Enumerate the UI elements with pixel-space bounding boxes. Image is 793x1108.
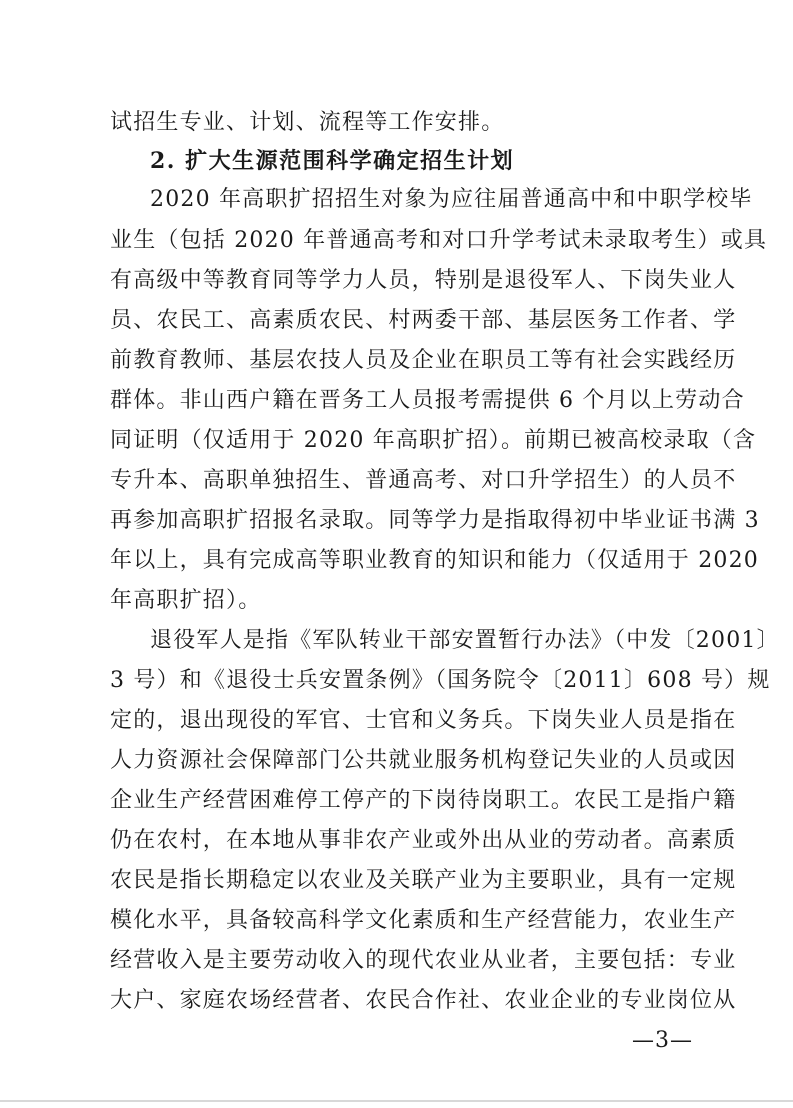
text-line-15: 3 号）和《退役士兵安置条例》（国务院令〔2011〕608 号）规 <box>110 668 771 693</box>
text-line-9: 同证明（仅适用于 2020 年高职扩招）。前期已被高校录取（含 <box>110 428 757 453</box>
text-line-7: 前教育教师、基层农技人员及企业在职员工等有社会实践经历 <box>110 348 737 373</box>
section-heading: 2. 扩大生源范围科学确定招生计划 <box>150 148 515 174</box>
text-line-10: 专升本、高职单独招生、普通高考、对口升学招生）的人员不 <box>110 468 737 493</box>
text-line-11: 再参加高职扩招报名录取。同等学力是指取得初中毕业证书满 3 <box>110 508 760 533</box>
text-line-21: 模化水平，具备较高科学文化素质和生产经营能力，农业生产 <box>110 908 737 933</box>
text-line-22: 经营收入是主要劳动收入的现代农业从业者，主要包括：专业 <box>110 948 737 973</box>
text-line-8: 群体。非山西户籍在晋务工人员报考需提供 6 个月以上劳动合 <box>110 388 745 413</box>
text-line-19: 仍在农村，在本地从事非农产业或外出从业的劳动者。高素质 <box>110 828 737 853</box>
page-number: —3— <box>632 1028 693 1053</box>
text-line-18: 企业生产经营困难停工停产的下岗待岗职工。农民工是指户籍 <box>110 788 737 813</box>
text-line-14: 退役军人是指《军队转业干部安置暂行办法》（中发〔2001〕 <box>150 628 780 653</box>
text-line-4: 业生（包括 2020 年普通高考和对口升学考试未录取考生）或具 <box>110 228 768 253</box>
text-line-5: 有高级中等教育同等学力人员，特别是退役军人、下岗失业人 <box>110 268 737 293</box>
text-line-17: 人力资源社会保障部门公共就业服务机构登记失业的人员或因 <box>110 748 737 773</box>
text-line-16: 定的，退出现役的军官、士官和义务兵。下岗失业人员是指在 <box>110 708 737 733</box>
text-line-13: 年高职扩招）。 <box>110 588 262 613</box>
text-line-12: 年以上，具有完成高等职业教育的知识和能力（仅适用于 2020 <box>110 548 759 573</box>
text-line-6: 员、农民工、高素质农民、村两委干部、基层医务工作者、学 <box>110 308 737 333</box>
bottom-rule <box>0 1100 793 1102</box>
text-line-20: 农民是指长期稳定以农业及关联产业为主要职业，具有一定规 <box>110 868 737 893</box>
text-line-1: 试招生专业、计划、流程等工作安排。 <box>110 110 505 135</box>
text-line-23: 大户、家庭农场经营者、农民合作社、农业企业的专业岗位从 <box>110 988 737 1013</box>
text-line-3: 2020 年高职扩招招生对象为应往届普通高中和中职学校毕 <box>150 187 753 212</box>
